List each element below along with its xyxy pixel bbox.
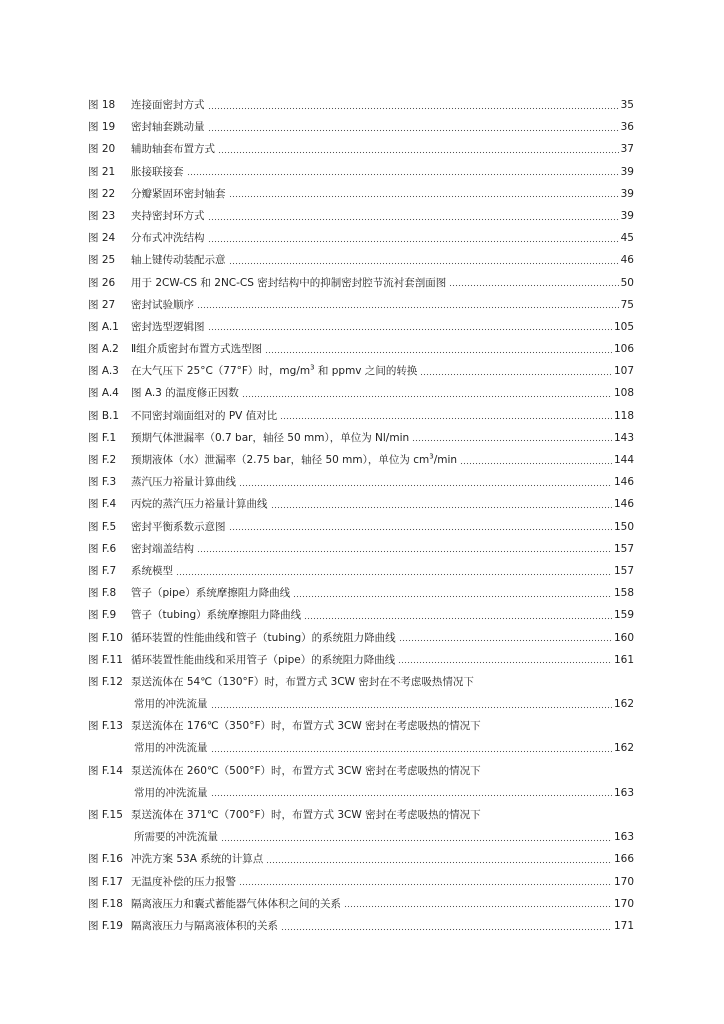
figure-title: 泵送流体在 260℃（500°F）时，布置方式 3CW 密封在考虑吸热的情况下 bbox=[131, 764, 481, 777]
dot-leader bbox=[399, 638, 612, 644]
dot-leader bbox=[229, 260, 619, 266]
page-number: 118 bbox=[613, 409, 634, 422]
page-number: 39 bbox=[620, 209, 634, 222]
page-number: 170 bbox=[613, 875, 634, 888]
figure-label: 图 26 bbox=[88, 276, 116, 289]
dot-leader bbox=[239, 882, 612, 888]
page-number: 170 bbox=[613, 897, 634, 910]
toc-entry-continuation[interactable] bbox=[88, 782, 634, 804]
dot-leader bbox=[211, 704, 612, 710]
figure-title-part: 在大气压下 25°C（77°F）时，mg/m bbox=[131, 365, 311, 378]
toc-entry[interactable] bbox=[88, 493, 634, 515]
figure-label: 图 F.16 bbox=[88, 853, 123, 866]
toc-entry[interactable] bbox=[88, 516, 634, 538]
dot-leader bbox=[265, 349, 612, 355]
figure-label: 图 24 bbox=[88, 232, 116, 245]
page-number: 163 bbox=[613, 786, 634, 799]
toc-entry[interactable] bbox=[88, 715, 634, 737]
toc-entry[interactable] bbox=[88, 604, 634, 626]
toc-entry[interactable] bbox=[88, 848, 634, 870]
page-number: 144 bbox=[613, 454, 634, 466]
list-of-figures bbox=[88, 94, 634, 937]
dot-leader bbox=[280, 416, 612, 422]
page-number: 105 bbox=[613, 320, 634, 333]
toc-entry[interactable] bbox=[88, 183, 634, 205]
page-number: 161 bbox=[613, 653, 634, 666]
figure-title: 管子（pipe）系统摩擦阻力降曲线 bbox=[131, 587, 291, 600]
figure-label: 图 F.13 bbox=[88, 720, 123, 733]
figure-title: 系统模型 bbox=[131, 564, 173, 577]
figure-title: 预期气体泄漏率（0.7 bar，轴径 50 mm），单位为 Nl/min bbox=[131, 431, 410, 444]
page-number: 146 bbox=[613, 498, 634, 511]
dot-leader bbox=[460, 460, 612, 466]
toc-entry[interactable] bbox=[88, 94, 634, 116]
figure-title-continued: 常用的冲洗流量 bbox=[134, 698, 208, 711]
toc-entry[interactable] bbox=[88, 893, 634, 915]
dot-leader bbox=[266, 859, 612, 865]
page-number: 50 bbox=[620, 276, 634, 289]
page-number: 171 bbox=[613, 919, 634, 932]
figure-title bbox=[131, 360, 417, 382]
toc-entry[interactable] bbox=[88, 227, 634, 249]
toc-entry[interactable] bbox=[88, 915, 634, 937]
figure-title: 密封轴套跳动量 bbox=[131, 121, 205, 134]
toc-entry-continuation[interactable] bbox=[88, 737, 634, 759]
dot-leader bbox=[211, 749, 612, 755]
toc-entry[interactable] bbox=[88, 116, 634, 138]
dot-leader bbox=[239, 482, 612, 488]
figure-title: 胀接联接套 bbox=[131, 165, 184, 178]
dot-leader bbox=[208, 127, 619, 133]
dot-leader bbox=[304, 615, 612, 621]
toc-entry[interactable] bbox=[88, 294, 634, 316]
dot-leader bbox=[197, 549, 612, 555]
figure-title: 循环装置的性能曲线和管子（tubing）的系统阻力降曲线 bbox=[131, 631, 396, 644]
dot-leader bbox=[229, 194, 619, 200]
dot-leader bbox=[398, 660, 612, 666]
figure-title: 分布式冲洗结构 bbox=[131, 232, 205, 245]
page-number: 108 bbox=[613, 387, 634, 400]
toc-entry-continuation[interactable] bbox=[88, 826, 634, 848]
figure-label: 图 A.2 bbox=[88, 343, 119, 356]
toc-entry[interactable] bbox=[88, 338, 634, 360]
dot-leader bbox=[449, 283, 618, 289]
toc-entry[interactable] bbox=[88, 538, 634, 560]
figure-title: Ⅱ组介质密封布置方式选型图 bbox=[131, 343, 263, 356]
figure-title: 蒸汽压力裕量计算曲线 bbox=[131, 476, 236, 489]
dot-leader bbox=[208, 105, 619, 111]
dot-leader bbox=[293, 593, 612, 599]
figure-title-part: 和 ppmv 之间的转换 bbox=[314, 365, 418, 378]
toc-entry[interactable] bbox=[88, 560, 634, 582]
toc-entry[interactable] bbox=[88, 382, 634, 404]
page-number: 39 bbox=[620, 165, 634, 178]
toc-entry[interactable] bbox=[88, 804, 634, 826]
page-number: 159 bbox=[613, 609, 634, 622]
page-number: 45 bbox=[620, 232, 634, 245]
dot-leader bbox=[208, 327, 612, 333]
figure-title-continued: 所需要的冲洗流量 bbox=[134, 831, 218, 844]
figure-label: 图 F.1 bbox=[88, 431, 117, 444]
figure-title: 密封端盖结构 bbox=[131, 542, 194, 555]
dot-leader bbox=[412, 438, 612, 444]
figure-label: 图 F.4 bbox=[88, 498, 117, 511]
dot-leader bbox=[229, 527, 612, 533]
figure-label: 图 20 bbox=[88, 143, 116, 156]
toc-entry[interactable] bbox=[88, 627, 634, 649]
figure-label: 图 F.19 bbox=[88, 919, 123, 932]
page-number: 166 bbox=[613, 853, 634, 866]
page-number: 75 bbox=[620, 298, 634, 311]
toc-entry[interactable] bbox=[88, 316, 634, 338]
dot-leader bbox=[211, 793, 612, 799]
figure-title: 夹持密封环方式 bbox=[131, 209, 205, 222]
page-number: 106 bbox=[613, 343, 634, 356]
figure-title: 无温度补偿的压力报警 bbox=[131, 875, 236, 888]
figure-label: 图 F.10 bbox=[88, 631, 123, 644]
toc-entry[interactable] bbox=[88, 138, 634, 160]
figure-title-continued: 常用的冲洗流量 bbox=[134, 786, 208, 799]
figure-label: 图 F.18 bbox=[88, 897, 123, 910]
figure-label: 图 22 bbox=[88, 187, 116, 200]
toc-entry[interactable] bbox=[88, 671, 634, 693]
figure-label: 图 F.3 bbox=[88, 476, 117, 489]
figure-title: 图 A.3 的温度修正因数 bbox=[131, 387, 239, 400]
page-number: 36 bbox=[620, 121, 634, 134]
dot-leader bbox=[271, 504, 612, 510]
toc-entry[interactable] bbox=[88, 760, 634, 782]
figure-title: 用于 2CW-CS 和 2NC-CS 密封结构中的抑制密封腔节流衬套剖面图 bbox=[131, 276, 447, 289]
figure-title: 循环装置性能曲线和采用管子（pipe）的系统阻力降曲线 bbox=[131, 653, 396, 666]
figure-label: 图 F.6 bbox=[88, 542, 117, 555]
page-number: 107 bbox=[613, 365, 634, 378]
page-number: 37 bbox=[620, 143, 634, 156]
figure-label: 图 F.15 bbox=[88, 809, 123, 821]
figure-label: 图 F.2 bbox=[88, 454, 117, 466]
figure-label: 图 B.1 bbox=[88, 409, 120, 422]
page-number: 39 bbox=[620, 187, 634, 200]
figure-title: 泵送流体在 176℃（350°F）时，布置方式 3CW 密封在考虑吸热的情况下 bbox=[131, 720, 481, 733]
toc-entry[interactable] bbox=[88, 449, 634, 471]
figure-title: 密封平衡系数示意图 bbox=[131, 520, 226, 533]
toc-entry[interactable] bbox=[88, 272, 634, 294]
figure-title-part: /min bbox=[433, 454, 458, 466]
figure-label: 图 F.11 bbox=[88, 653, 123, 666]
page-number: 162 bbox=[613, 698, 634, 711]
figure-title: 管子（tubing）系统摩擦阻力降曲线 bbox=[131, 609, 302, 622]
figure-label: 图 F.9 bbox=[88, 609, 117, 622]
dot-leader bbox=[176, 571, 612, 577]
figure-label: 图 A.1 bbox=[88, 320, 119, 333]
figure-label: 图 21 bbox=[88, 165, 116, 178]
dot-leader bbox=[218, 149, 619, 155]
figure-label: 图 19 bbox=[88, 121, 116, 134]
figure-label: 图 A.3 bbox=[88, 365, 119, 378]
figure-title: 分瓣紧固环密封轴套 bbox=[131, 187, 226, 200]
figure-title: 丙烷的蒸汽压力裕量计算曲线 bbox=[131, 498, 268, 511]
figure-label: 图 18 bbox=[88, 99, 116, 111]
figure-label: 图 25 bbox=[88, 254, 116, 267]
toc-entry-continuation[interactable] bbox=[88, 693, 634, 715]
toc-entry[interactable] bbox=[88, 205, 634, 227]
page-number: 157 bbox=[613, 542, 634, 555]
toc-entry[interactable] bbox=[88, 582, 634, 604]
figure-title: 隔离液压力和囊式蓄能器气体体积之间的关系 bbox=[131, 897, 341, 910]
figure-title: 泵送流体在 371℃（700°F）时，布置方式 3CW 密封在考虑吸热的情况下 bbox=[131, 809, 481, 821]
superscript: 3 bbox=[310, 363, 315, 372]
toc-entry[interactable] bbox=[88, 161, 634, 183]
page-number: 143 bbox=[613, 431, 634, 444]
figure-label: 图 23 bbox=[88, 209, 116, 222]
dot-leader bbox=[221, 837, 612, 843]
figure-label: 图 F.17 bbox=[88, 875, 123, 888]
figure-label: 图 27 bbox=[88, 298, 116, 311]
figure-label: 图 F.12 bbox=[88, 675, 123, 688]
toc-entry[interactable] bbox=[88, 249, 634, 271]
page-number: 162 bbox=[613, 742, 634, 755]
dot-leader bbox=[420, 371, 612, 377]
toc-entry[interactable] bbox=[88, 871, 634, 893]
page-number: 35 bbox=[620, 99, 634, 111]
page-number: 157 bbox=[613, 564, 634, 577]
page-number: 163 bbox=[613, 831, 634, 844]
figure-title: 辅助轴套布置方式 bbox=[131, 143, 215, 156]
toc-entry[interactable] bbox=[88, 649, 634, 671]
page-number: 46 bbox=[620, 254, 634, 267]
dot-leader bbox=[208, 216, 619, 222]
page-number: 146 bbox=[613, 476, 634, 489]
dot-leader bbox=[344, 904, 612, 910]
figure-label: 图 F.7 bbox=[88, 564, 117, 577]
superscript: 3 bbox=[429, 452, 434, 461]
figure-label: 图 F.14 bbox=[88, 764, 123, 777]
page-number: 150 bbox=[613, 520, 634, 533]
toc-entry[interactable] bbox=[88, 471, 634, 493]
figure-title: 轴上键传动装配示意 bbox=[131, 254, 226, 267]
page-number: 160 bbox=[613, 631, 634, 644]
toc-entry[interactable] bbox=[88, 405, 634, 427]
figure-title: 冲洗方案 53A 系统的计算点 bbox=[131, 853, 264, 866]
figure-title: 不同密封端面组对的 PV 值对比 bbox=[131, 409, 278, 422]
figure-title: 密封选型逻辑图 bbox=[131, 320, 205, 333]
figure-title: 连接面密封方式 bbox=[131, 99, 205, 111]
figure-title-part: 预期液体（水）泄漏率（2.75 bar，轴径 50 mm），单位为 cm bbox=[131, 454, 430, 466]
figure-label: 图 F.8 bbox=[88, 587, 117, 600]
dot-leader bbox=[187, 172, 619, 178]
toc-entry[interactable] bbox=[88, 360, 634, 382]
figure-title: 泵送流体在 54℃（130°F）时，布置方式 3CW 密封在不考虑吸热情况下 bbox=[131, 675, 474, 688]
figure-title-continued: 常用的冲洗流量 bbox=[134, 742, 208, 755]
page-number: 158 bbox=[613, 587, 634, 600]
figure-title: 密封试验顺序 bbox=[131, 298, 194, 311]
toc-entry[interactable] bbox=[88, 427, 634, 449]
figure-label: 图 A.4 bbox=[88, 387, 119, 400]
figure-title: 隔离液压力与隔离液体积的关系 bbox=[131, 919, 278, 932]
dot-leader bbox=[242, 394, 612, 400]
dot-leader bbox=[208, 238, 619, 244]
figure-title bbox=[131, 449, 457, 471]
figure-label: 图 F.5 bbox=[88, 520, 117, 533]
dot-leader bbox=[281, 926, 612, 932]
dot-leader bbox=[197, 305, 619, 311]
